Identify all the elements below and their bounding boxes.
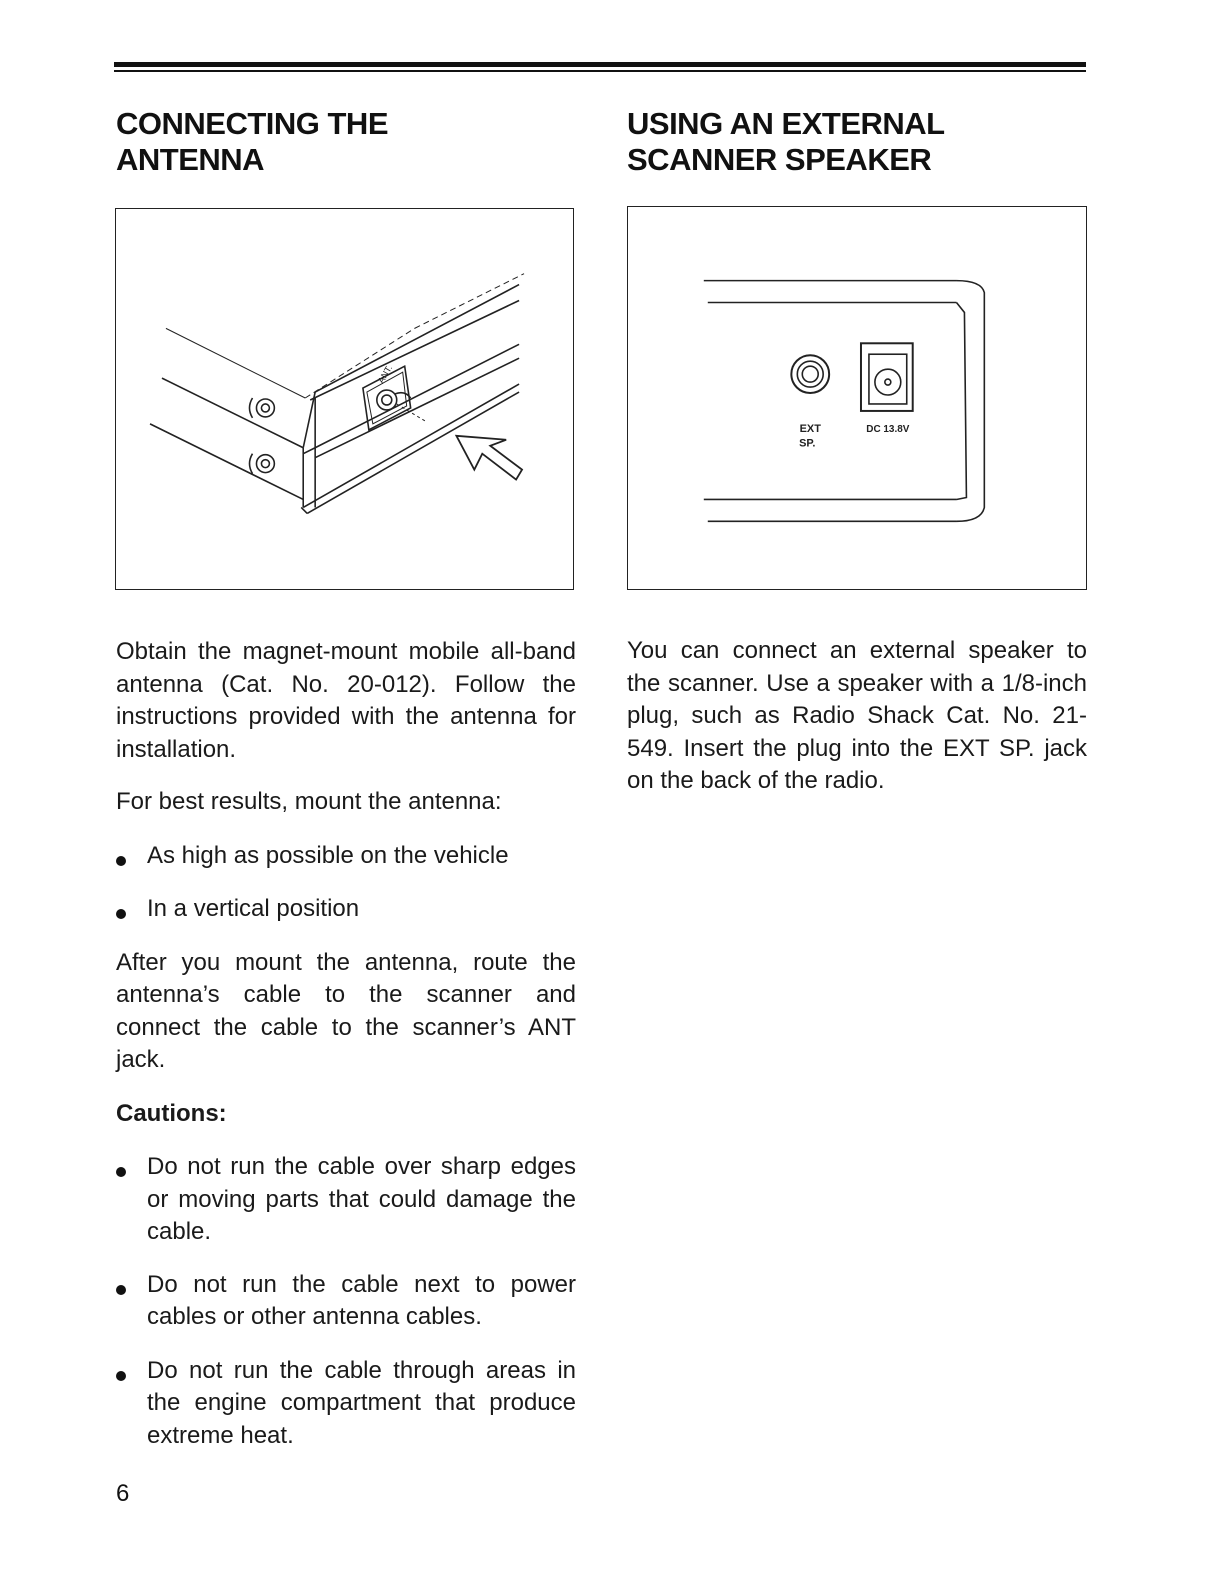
right-heading-line1: USING AN EXTERNAL	[627, 106, 945, 141]
ant-label: ANT.	[375, 363, 395, 386]
list-item: Do not run the cable next to power cables or other antenna cables.	[116, 1269, 576, 1334]
ext-label-line2: SP.	[799, 437, 816, 450]
right-para1: You can connect an external speaker to the scanner. Use a speaker with a 1/8-inch plug, such as Radio Shack Cat. No. 21-549. Insert the plug into the EXT SP. jack on the back of the radio.	[627, 637, 1087, 794]
speaker-figure	[627, 206, 1087, 590]
left-para3: After you mount the antenna, route the antenna’s cable to the scanner and connect the cable to the scanner’s ANT jack.	[116, 948, 576, 1073]
right-body	[627, 635, 1087, 798]
page-number: 6	[116, 1480, 130, 1507]
top-rule	[114, 62, 1086, 67]
left-para1: Obtain the magnet-mount mobile all-band antenna (Cat. No. 20-012). Follow the instructions provided with the antenna for installation.	[116, 638, 576, 763]
left-heading	[116, 106, 576, 178]
left-heading-line1: CONNECTING THE	[116, 106, 388, 141]
mount-bullets	[116, 840, 576, 926]
dc-label: DC 13.8V	[866, 423, 910, 435]
top-rule-thin	[114, 70, 1086, 72]
list-item: Do not run the cable over sharp edges or moving parts that could damage the cable.	[116, 1151, 576, 1249]
left-body	[116, 636, 576, 1452]
left-para2: For best results, mount the antenna:	[116, 788, 502, 815]
right-heading-line2: SCANNER SPEAKER	[627, 142, 932, 177]
left-heading-line2: ANTENNA	[116, 142, 265, 177]
ext-label-line1: EXT	[799, 422, 821, 435]
list-item: In a vertical position	[116, 893, 576, 926]
list-item: Do not run the cable through areas in the engine compartment that produce extreme heat.	[116, 1355, 576, 1453]
cautions-list	[116, 1151, 576, 1452]
antenna-figure	[115, 208, 574, 590]
right-heading	[627, 106, 1087, 178]
cautions-title: Cautions:	[116, 1099, 227, 1127]
list-item: As high as possible on the vehicle	[116, 840, 576, 873]
